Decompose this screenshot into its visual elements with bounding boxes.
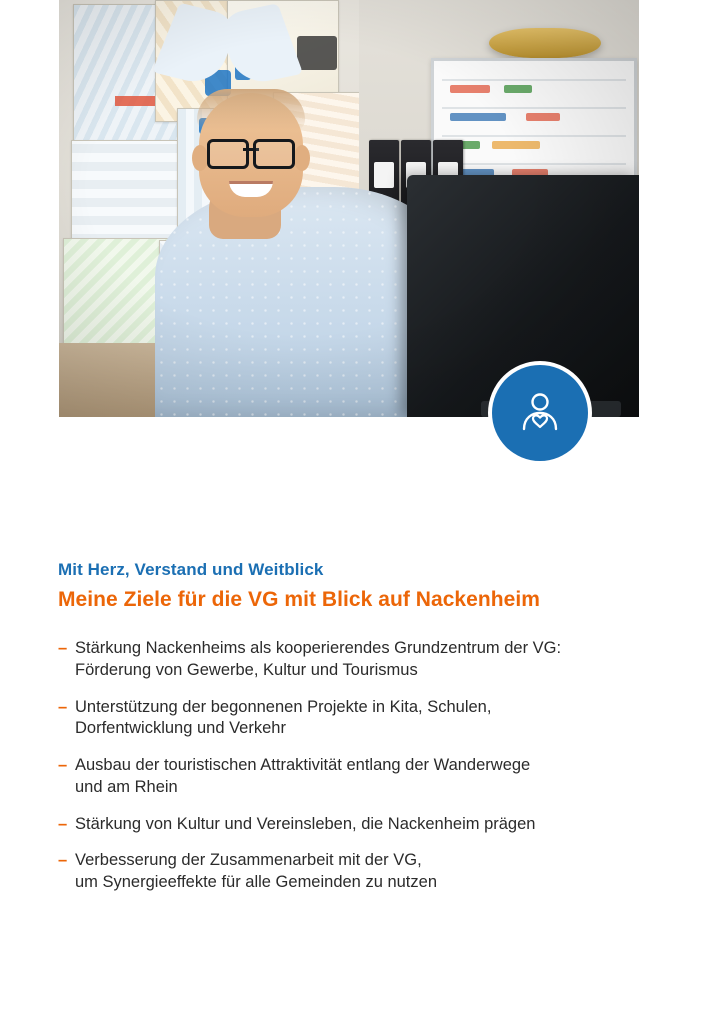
goal-line: Förderung von Gewerbe, Kultur und Tourismus — [75, 660, 418, 679]
person-heart-icon — [514, 387, 566, 439]
goals-list — [58, 638, 638, 894]
candidate-photo — [59, 0, 639, 417]
goal-line: und am Rhein — [75, 777, 178, 796]
goal-line: Unterstützung der begonnenen Projekte in Kita, Schulen, — [75, 697, 492, 716]
goal-line: Verbesserung der Zusammenarbeit mit der VG, — [75, 851, 422, 870]
list-item — [58, 697, 638, 741]
bullet-marker: – — [58, 851, 68, 870]
list-item — [58, 638, 638, 682]
photo-vignette — [59, 0, 639, 417]
bullet-marker: – — [58, 639, 68, 657]
list-item — [58, 755, 638, 799]
bullet-marker: – — [58, 814, 68, 833]
photo-block — [59, 0, 639, 417]
goal-line: um Synergieeffekte für alle Gemeinden zu nutzen — [75, 873, 437, 892]
goal-line: Stärkung Nackenheims als kooperierendes Grundzentrum der VG: — [75, 639, 562, 657]
goal-line: Dorfentwicklung und Verkehr — [75, 719, 286, 738]
content-block — [58, 560, 638, 909]
bullet-marker: – — [58, 697, 68, 716]
page-title: Meine Ziele für die VG mit Blick auf Nackenheim — [58, 588, 540, 611]
bullet-marker: – — [58, 756, 68, 775]
list-item — [58, 814, 638, 836]
goal-line: Stärkung von Kultur und Vereinsleben, die Nackenheim prägen — [75, 814, 536, 833]
kicker-text: Mit Herz, Verstand und Weitblick — [58, 560, 324, 579]
person-heart-icon-badge — [492, 365, 588, 461]
list-item — [58, 850, 638, 894]
goal-line: Ausbau der touristischen Attraktivität entlang der Wanderwege — [75, 756, 531, 775]
